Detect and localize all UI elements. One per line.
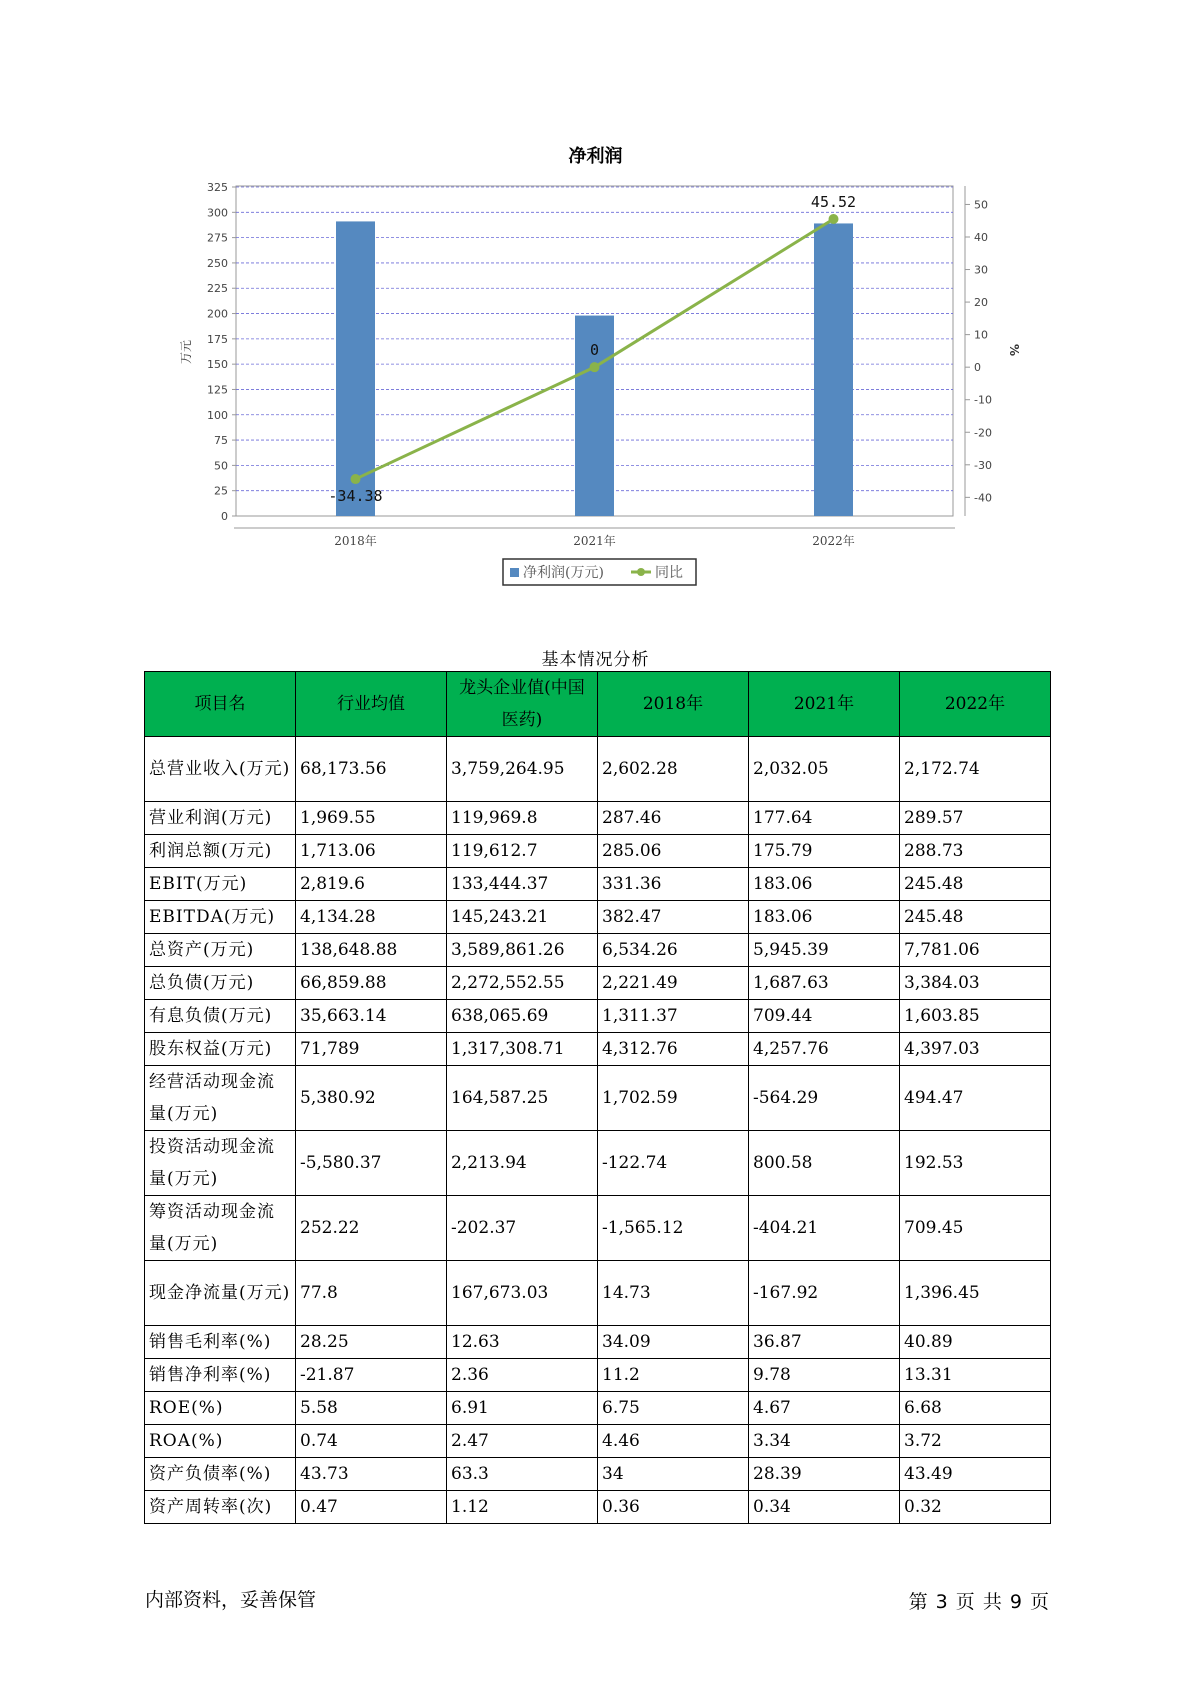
table-cell: 177.64 [749, 802, 900, 835]
table-header-cell: 行业均值 [296, 672, 447, 737]
table-cell: 7,781.06 [900, 934, 1051, 967]
row-label: 总资产(万元) [145, 934, 296, 967]
y-left-tick-label: 50 [214, 459, 228, 473]
row-label: 总营业收入(万元) [145, 737, 296, 802]
y-left-axis-label: 万元 [179, 339, 193, 365]
table-row [145, 868, 1051, 901]
table-cell: 288.73 [900, 835, 1051, 868]
table-cell: 3,384.03 [900, 967, 1051, 1000]
table-header-cell: 2021年 [749, 672, 900, 737]
table-cell: 1,317,308.71 [447, 1033, 598, 1066]
table-header-row [145, 672, 1051, 737]
table-cell: 14.73 [598, 1261, 749, 1326]
table-row [145, 1458, 1051, 1491]
table-cell: 2,213.94 [447, 1131, 598, 1196]
table-cell: 43.73 [296, 1458, 447, 1491]
table-row [145, 1359, 1051, 1392]
row-label: EBITDA(万元) [145, 901, 296, 934]
table-header-cell: 龙头企业值(中国医药) [447, 672, 598, 737]
row-label: ROA(%) [145, 1425, 296, 1458]
table-cell: 28.39 [749, 1458, 900, 1491]
y-right-tick-label: -20 [974, 426, 992, 440]
y-right-tick-label: 0 [974, 361, 981, 375]
table-cell: 0.47 [296, 1491, 447, 1524]
table-cell: 331.36 [598, 868, 749, 901]
table-cell: 1,603.85 [900, 1000, 1051, 1033]
table-cell: 35,663.14 [296, 1000, 447, 1033]
table-cell: 1,969.55 [296, 802, 447, 835]
table-cell: 63.3 [447, 1458, 598, 1491]
table-cell: 77.8 [296, 1261, 447, 1326]
table-cell: -5,580.37 [296, 1131, 447, 1196]
x-tick-label: 2022年 [812, 534, 855, 548]
row-label: 资产负债率(%) [145, 1458, 296, 1491]
table-cell: 4,397.03 [900, 1033, 1051, 1066]
table-cell: 9.78 [749, 1359, 900, 1392]
y-right-tick-label: 40 [974, 230, 988, 244]
y-left-tick-label: 275 [207, 231, 228, 245]
table-cell: 1,396.45 [900, 1261, 1051, 1326]
legend-swatch-bar [510, 568, 519, 577]
table-cell: 4,134.28 [296, 901, 447, 934]
table-row [145, 835, 1051, 868]
table-cell: 34.09 [598, 1326, 749, 1359]
table-cell: 709.45 [900, 1196, 1051, 1261]
table-cell: 119,612.7 [447, 835, 598, 868]
table-cell: 4.46 [598, 1425, 749, 1458]
table-cell: 12.63 [447, 1326, 598, 1359]
row-label: EBIT(万元) [145, 868, 296, 901]
table-row [145, 1425, 1051, 1458]
table-cell: -122.74 [598, 1131, 749, 1196]
table-cell: 245.48 [900, 868, 1051, 901]
yoy-point [590, 362, 600, 372]
table-cell: 145,243.21 [447, 901, 598, 934]
table-cell: 2,172.74 [900, 737, 1051, 802]
table-cell: -202.37 [447, 1196, 598, 1261]
table-row [145, 1326, 1051, 1359]
x-tick-label: 2021年 [573, 534, 616, 548]
table-cell: 800.58 [749, 1131, 900, 1196]
table-cell: 3.34 [749, 1425, 900, 1458]
table-title: 基本情况分析 [541, 650, 650, 670]
analysis-table [144, 671, 1051, 1524]
y-left-tick-label: 25 [214, 484, 228, 498]
table-cell: 192.53 [900, 1131, 1051, 1196]
chart-title: 净利润 [568, 146, 623, 167]
table-cell: 1,687.63 [749, 967, 900, 1000]
row-label: 利润总额(万元) [145, 835, 296, 868]
table-header-cell: 2022年 [900, 672, 1051, 737]
table-cell: 183.06 [749, 868, 900, 901]
y-right-tick-label: 30 [974, 263, 988, 277]
table-row [145, 737, 1051, 802]
y-left-tick-label: 225 [207, 282, 228, 296]
table-cell: 5,380.92 [296, 1066, 447, 1131]
table-cell: 43.49 [900, 1458, 1051, 1491]
table-cell: 11.2 [598, 1359, 749, 1392]
x-tick-label: 2018年 [334, 534, 377, 548]
table-cell: 5,945.39 [749, 934, 900, 967]
table-cell: 6.68 [900, 1392, 1051, 1425]
y-left-tick-label: 250 [207, 256, 228, 270]
table-cell: 167,673.03 [447, 1261, 598, 1326]
table-cell: 68,173.56 [296, 737, 447, 802]
row-label: 资产周转率(次) [145, 1491, 296, 1524]
row-label: 现金净流量(万元) [145, 1261, 296, 1326]
y-right-tick-label: -30 [974, 458, 992, 472]
table-cell: 66,859.88 [296, 967, 447, 1000]
table-row [145, 1000, 1051, 1033]
table-cell: 28.25 [296, 1326, 447, 1359]
row-label: 营业利润(万元) [145, 802, 296, 835]
table-cell: 2,602.28 [598, 737, 749, 802]
table-cell: -564.29 [749, 1066, 900, 1131]
y-right-tick-label: -40 [974, 491, 992, 505]
table-cell: -404.21 [749, 1196, 900, 1261]
y-right-axis-label: % [1007, 343, 1021, 357]
table-cell: 3,589,861.26 [447, 934, 598, 967]
table-cell: 3,759,264.95 [447, 737, 598, 802]
table-cell: 4,312.76 [598, 1033, 749, 1066]
legend-label: 净利润(万元) [523, 565, 604, 581]
table-row [145, 1033, 1051, 1066]
row-label: 销售毛利率(%) [145, 1326, 296, 1359]
y-left-tick-label: 0 [221, 510, 228, 523]
y-right-tick-label: 50 [974, 198, 988, 212]
table-cell: 2,221.49 [598, 967, 749, 1000]
table-header-cell: 2018年 [598, 672, 749, 737]
y-right-tick-label: -10 [974, 393, 992, 407]
footer-note: 内部资料，妥善保管 [145, 1589, 317, 1611]
table-cell: 164,587.25 [447, 1066, 598, 1131]
table-cell: 175.79 [749, 835, 900, 868]
table-cell: -167.92 [749, 1261, 900, 1326]
y-right-tick-label: 20 [974, 296, 988, 310]
y-left-tick-label: 100 [207, 408, 228, 422]
table-cell: 2,032.05 [749, 737, 900, 802]
table-row [145, 1066, 1051, 1131]
table-row [145, 1261, 1051, 1326]
bar [814, 223, 853, 516]
table-cell: 245.48 [900, 901, 1051, 934]
table-cell: 6.75 [598, 1392, 749, 1425]
row-label: ROE(%) [145, 1392, 296, 1425]
legend-swatch-point [637, 568, 645, 576]
table-cell: 1.12 [447, 1491, 598, 1524]
table-cell: 3.72 [900, 1425, 1051, 1458]
legend-label: 同比 [655, 565, 683, 581]
table-cell: 2,272,552.55 [447, 967, 598, 1000]
y-right-tick-label: 10 [974, 328, 988, 342]
table-cell: 494.47 [900, 1066, 1051, 1131]
table-cell: 0.74 [296, 1425, 447, 1458]
yoy-point [351, 474, 361, 484]
table-cell: 2,819.6 [296, 868, 447, 901]
table-row [145, 1392, 1051, 1425]
table-cell: 40.89 [900, 1326, 1051, 1359]
table-row [145, 901, 1051, 934]
row-label: 股东权益(万元) [145, 1033, 296, 1066]
table-cell: 0.32 [900, 1491, 1051, 1524]
table-row [145, 1491, 1051, 1524]
y-left-tick-label: 150 [207, 358, 228, 372]
table-cell: 2.36 [447, 1359, 598, 1392]
y-left-tick-label: 200 [207, 307, 228, 321]
table-cell: 0.34 [749, 1491, 900, 1524]
table-cell: 6,534.26 [598, 934, 749, 967]
table-cell: 1,702.59 [598, 1066, 749, 1131]
y-left-tick-label: 325 [207, 181, 228, 194]
table-row [145, 967, 1051, 1000]
y-left-tick-label: 300 [207, 206, 228, 220]
row-label: 投资活动现金流量(万元) [145, 1131, 296, 1196]
data-label: -34.38 [328, 487, 383, 506]
table-cell: -21.87 [296, 1359, 447, 1392]
table-cell: 119,969.8 [447, 802, 598, 835]
table-cell: 138,648.88 [296, 934, 447, 967]
table-cell: 183.06 [749, 901, 900, 934]
table-row [145, 934, 1051, 967]
table-cell: 4,257.76 [749, 1033, 900, 1066]
table-cell: 133,444.37 [447, 868, 598, 901]
table-row [145, 802, 1051, 835]
table-cell: 289.57 [900, 802, 1051, 835]
table-cell: 1,713.06 [296, 835, 447, 868]
table-cell: 6.91 [447, 1392, 598, 1425]
table-cell: 638,065.69 [447, 1000, 598, 1033]
row-label: 总负债(万元) [145, 967, 296, 1000]
net-profit-chart [0, 0, 1191, 600]
table-cell: 709.44 [749, 1000, 900, 1033]
table-cell: 36.87 [749, 1326, 900, 1359]
data-label: 45.52 [810, 193, 857, 212]
row-label: 经营活动现金流量(万元) [145, 1066, 296, 1131]
table-cell: -1,565.12 [598, 1196, 749, 1261]
table-header-cell: 项目名 [145, 672, 296, 737]
table-cell: 5.58 [296, 1392, 447, 1425]
table-cell: 1,311.37 [598, 1000, 749, 1033]
row-label: 有息负债(万元) [145, 1000, 296, 1033]
y-left-tick-label: 75 [214, 434, 228, 448]
table-cell: 2.47 [447, 1425, 598, 1458]
row-label: 筹资活动现金流量(万元) [145, 1196, 296, 1261]
table-cell: 252.22 [296, 1196, 447, 1261]
table-cell: 0.36 [598, 1491, 749, 1524]
table-cell: 34 [598, 1458, 749, 1491]
table-cell: 13.31 [900, 1359, 1051, 1392]
y-left-tick-label: 125 [207, 383, 228, 397]
table-row [145, 1196, 1051, 1261]
table-cell: 382.47 [598, 901, 749, 934]
table-cell: 285.06 [598, 835, 749, 868]
table-row [145, 1131, 1051, 1196]
y-left-tick-label: 175 [207, 332, 228, 346]
table-cell: 71,789 [296, 1033, 447, 1066]
data-label: 0 [589, 341, 600, 360]
table-cell: 4.67 [749, 1392, 900, 1425]
page-number: 第 3 页 共 9 页 [908, 1591, 1050, 1613]
yoy-point [829, 214, 839, 224]
row-label: 销售净利率(%) [145, 1359, 296, 1392]
table-cell: 287.46 [598, 802, 749, 835]
